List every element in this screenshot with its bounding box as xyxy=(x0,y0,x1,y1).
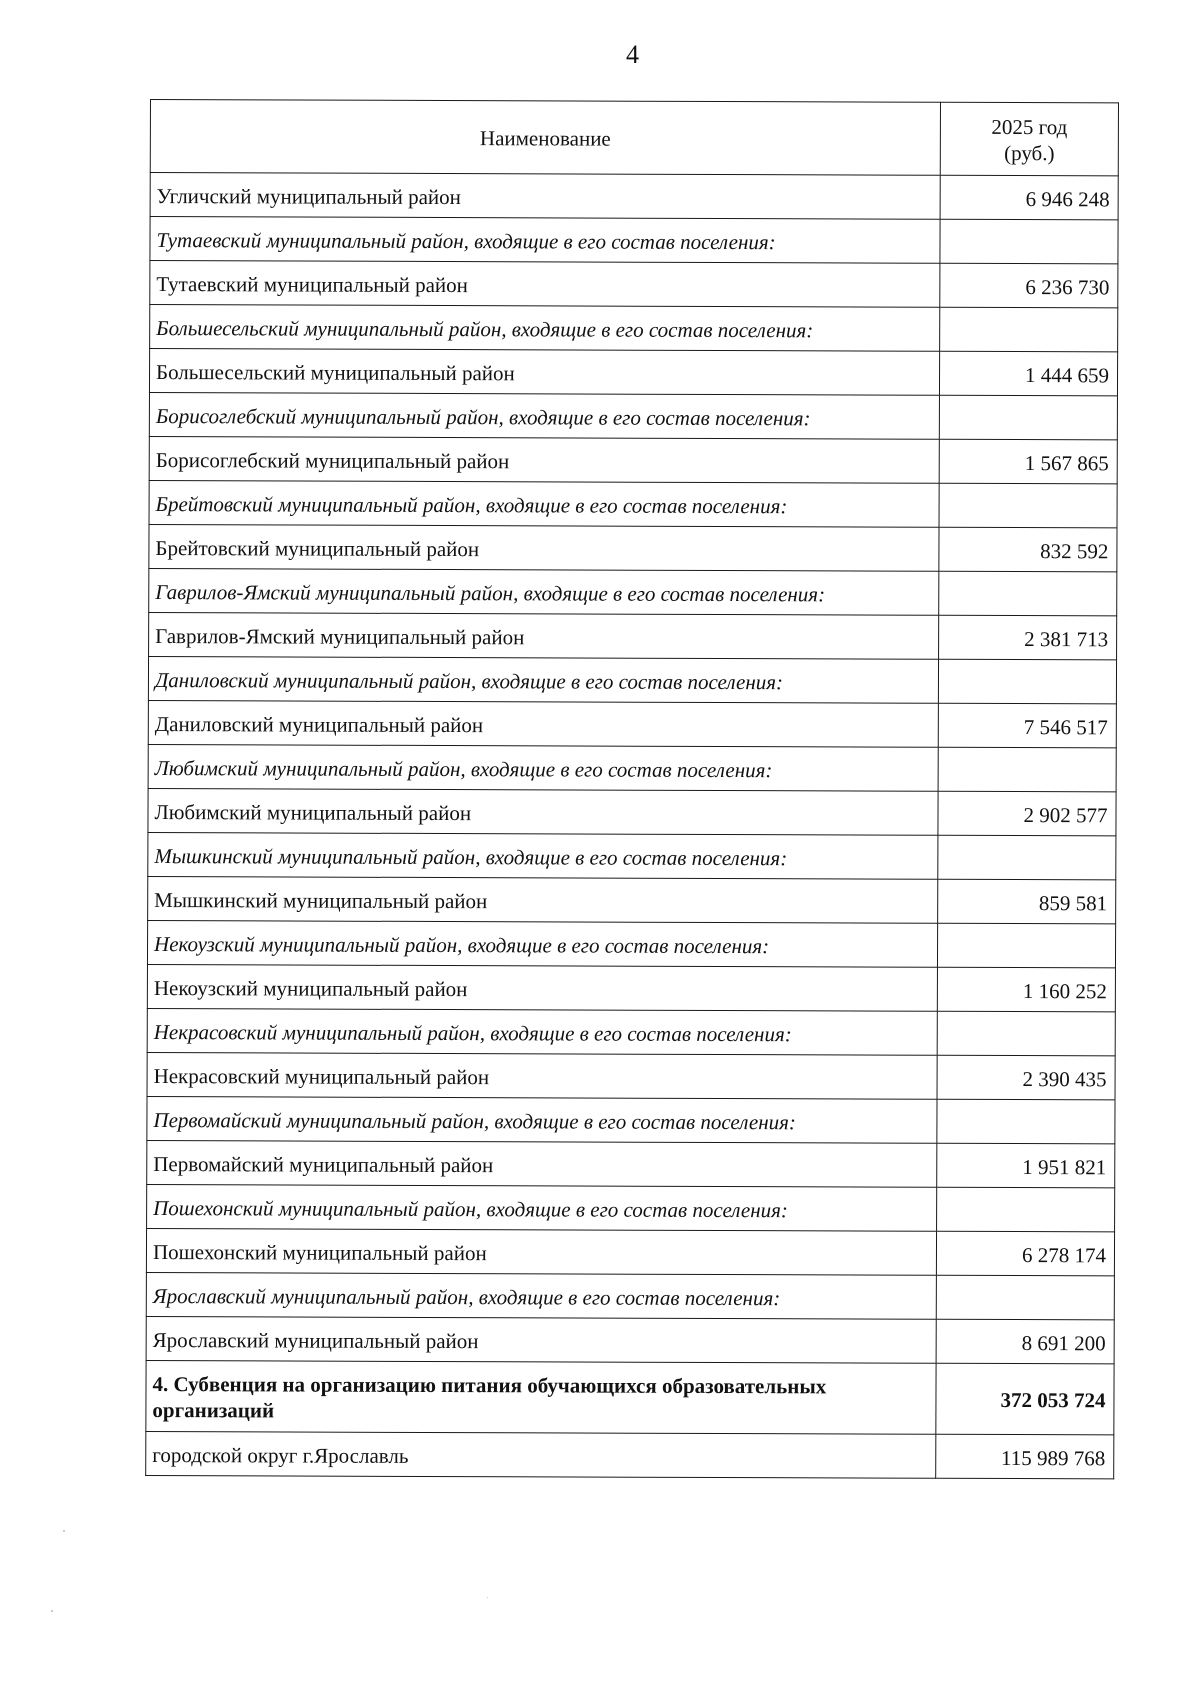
table-section-row xyxy=(146,1360,1114,1434)
row-name: Большесельский муниципальный район, входящие в его состав поселения: xyxy=(150,305,940,352)
table-group-row xyxy=(147,1184,1115,1231)
row-name: Некрасовский муниципальный район, входящие в его состав поселения: xyxy=(147,1008,937,1055)
row-name: Гаврилов-Ямский муниципальный район xyxy=(149,612,939,659)
table-row xyxy=(148,700,1116,747)
table-row xyxy=(146,1431,1114,1478)
row-amount xyxy=(938,747,1116,792)
row-amount xyxy=(939,483,1117,528)
row-name: Любимский муниципальный район, входящие в его состав поселения: xyxy=(148,744,938,791)
table-body xyxy=(146,173,1119,1479)
table-row xyxy=(147,964,1115,1011)
row-name: Борисоглебский муниципальный район xyxy=(149,436,939,483)
row-amount: 1 951 821 xyxy=(937,1143,1115,1188)
table-row xyxy=(147,1052,1115,1099)
row-amount xyxy=(940,307,1118,352)
table-row xyxy=(149,612,1117,659)
row-name: Большесельский муниципальный район xyxy=(149,349,939,396)
column-header-name: Наименование xyxy=(150,100,940,176)
row-amount xyxy=(938,659,1116,704)
column-header-amount-unit: (руб.) xyxy=(1004,140,1055,166)
row-name: Даниловский муниципальный район xyxy=(148,700,938,747)
table-group-row xyxy=(149,392,1117,439)
row-amount: 2 390 435 xyxy=(937,1055,1115,1100)
row-name: Брейтовский муниципальный район xyxy=(149,524,939,571)
row-name: Некоузский муниципальный район, входящие в его состав поселения: xyxy=(147,920,937,967)
table-group-row xyxy=(148,744,1116,791)
row-amount xyxy=(938,835,1116,880)
page-number: 4 xyxy=(626,40,639,69)
row-amount xyxy=(939,395,1117,440)
row-name: Некрасовский муниципальный район xyxy=(147,1052,937,1099)
table-row xyxy=(149,436,1117,483)
row-name: городской округ г.Ярославль xyxy=(146,1431,936,1478)
table-row xyxy=(146,1316,1114,1363)
row-name: Первомайский муниципальный район, входящие в его состав поселения: xyxy=(147,1096,937,1143)
table-group-row xyxy=(148,832,1116,879)
table-group-row xyxy=(147,920,1115,967)
table-group-row xyxy=(149,568,1117,615)
row-name: Ярославский муниципальный район xyxy=(146,1316,936,1363)
row-amount xyxy=(939,571,1117,616)
row-name: Первомайский муниципальный район xyxy=(147,1140,937,1187)
row-name: Пошехонский муниципальный район xyxy=(146,1228,936,1275)
row-amount: 7 546 517 xyxy=(938,703,1116,748)
row-amount xyxy=(937,1099,1115,1144)
row-amount: 2 902 577 xyxy=(938,791,1116,836)
row-amount: 6 236 730 xyxy=(940,263,1118,308)
row-name: Мышкинский муниципальный район, входящие в его состав поселения: xyxy=(148,832,938,879)
row-amount xyxy=(937,1011,1115,1056)
table-row xyxy=(146,1228,1114,1275)
row-amount: 372 053 724 xyxy=(936,1363,1114,1435)
table-row xyxy=(148,788,1116,835)
row-amount: 6 946 248 xyxy=(940,175,1118,220)
table-row xyxy=(150,173,1118,220)
row-amount xyxy=(936,1275,1114,1320)
table-header-row xyxy=(150,100,1118,176)
row-amount xyxy=(937,1187,1115,1232)
table-group-row xyxy=(147,1096,1115,1143)
table-row xyxy=(150,261,1118,308)
table-row xyxy=(147,1140,1115,1187)
row-amount: 8 691 200 xyxy=(936,1319,1114,1364)
table-row xyxy=(149,524,1117,571)
table-row xyxy=(148,876,1116,923)
scan-speck xyxy=(487,1597,488,1598)
row-amount xyxy=(940,219,1118,264)
scan-speck xyxy=(51,1610,53,1612)
row-amount: 115 989 768 xyxy=(936,1434,1114,1479)
row-name: Тутаевский муниципальный район xyxy=(150,261,940,308)
table-group-row xyxy=(150,217,1118,264)
row-amount: 1 444 659 xyxy=(939,351,1117,396)
table-row xyxy=(149,349,1117,396)
row-amount xyxy=(937,923,1115,968)
scan-speck xyxy=(63,1530,65,1532)
row-amount: 1 160 252 xyxy=(937,967,1115,1012)
row-name: Гаврилов-Ямский муниципальный район, входящие в его состав поселения: xyxy=(149,568,939,615)
row-name: Брейтовский муниципальный район, входящие в его состав поселения: xyxy=(149,480,939,527)
table-group-row xyxy=(147,1008,1115,1055)
row-amount: 832 592 xyxy=(939,527,1117,572)
column-header-amount-year: 2025 год xyxy=(991,114,1068,140)
row-name: Угличский муниципальный район xyxy=(150,173,940,220)
row-name: Пошехонский муниципальный район, входящие в его состав поселения: xyxy=(147,1184,937,1231)
row-name: 4. Субвенция на организацию питания обучающихся образовательных организаций xyxy=(146,1360,936,1434)
row-name: Ярославский муниципальный район, входящие в его состав поселения: xyxy=(146,1272,936,1319)
column-header-amount xyxy=(940,102,1118,176)
row-name: Мышкинский муниципальный район xyxy=(148,876,938,923)
table-group-row xyxy=(150,305,1118,352)
row-name: Некоузский муниципальный район xyxy=(147,964,937,1011)
row-name: Любимский муниципальный район xyxy=(148,788,938,835)
table-group-row xyxy=(148,656,1116,703)
row-name: Даниловский муниципальный район, входящие в его состав поселения: xyxy=(148,656,938,703)
table-group-row xyxy=(149,480,1117,527)
row-amount: 2 381 713 xyxy=(939,615,1117,660)
row-amount: 6 278 174 xyxy=(936,1231,1114,1276)
table-group-row xyxy=(146,1272,1114,1319)
row-name: Борисоглебский муниципальный район, входящие в его состав поселения: xyxy=(149,392,939,439)
row-name: Тутаевский муниципальный район, входящие в его состав поселения: xyxy=(150,217,940,264)
row-amount: 1 567 865 xyxy=(939,439,1117,484)
budget-table xyxy=(145,99,1119,1479)
row-amount: 859 581 xyxy=(938,879,1116,924)
